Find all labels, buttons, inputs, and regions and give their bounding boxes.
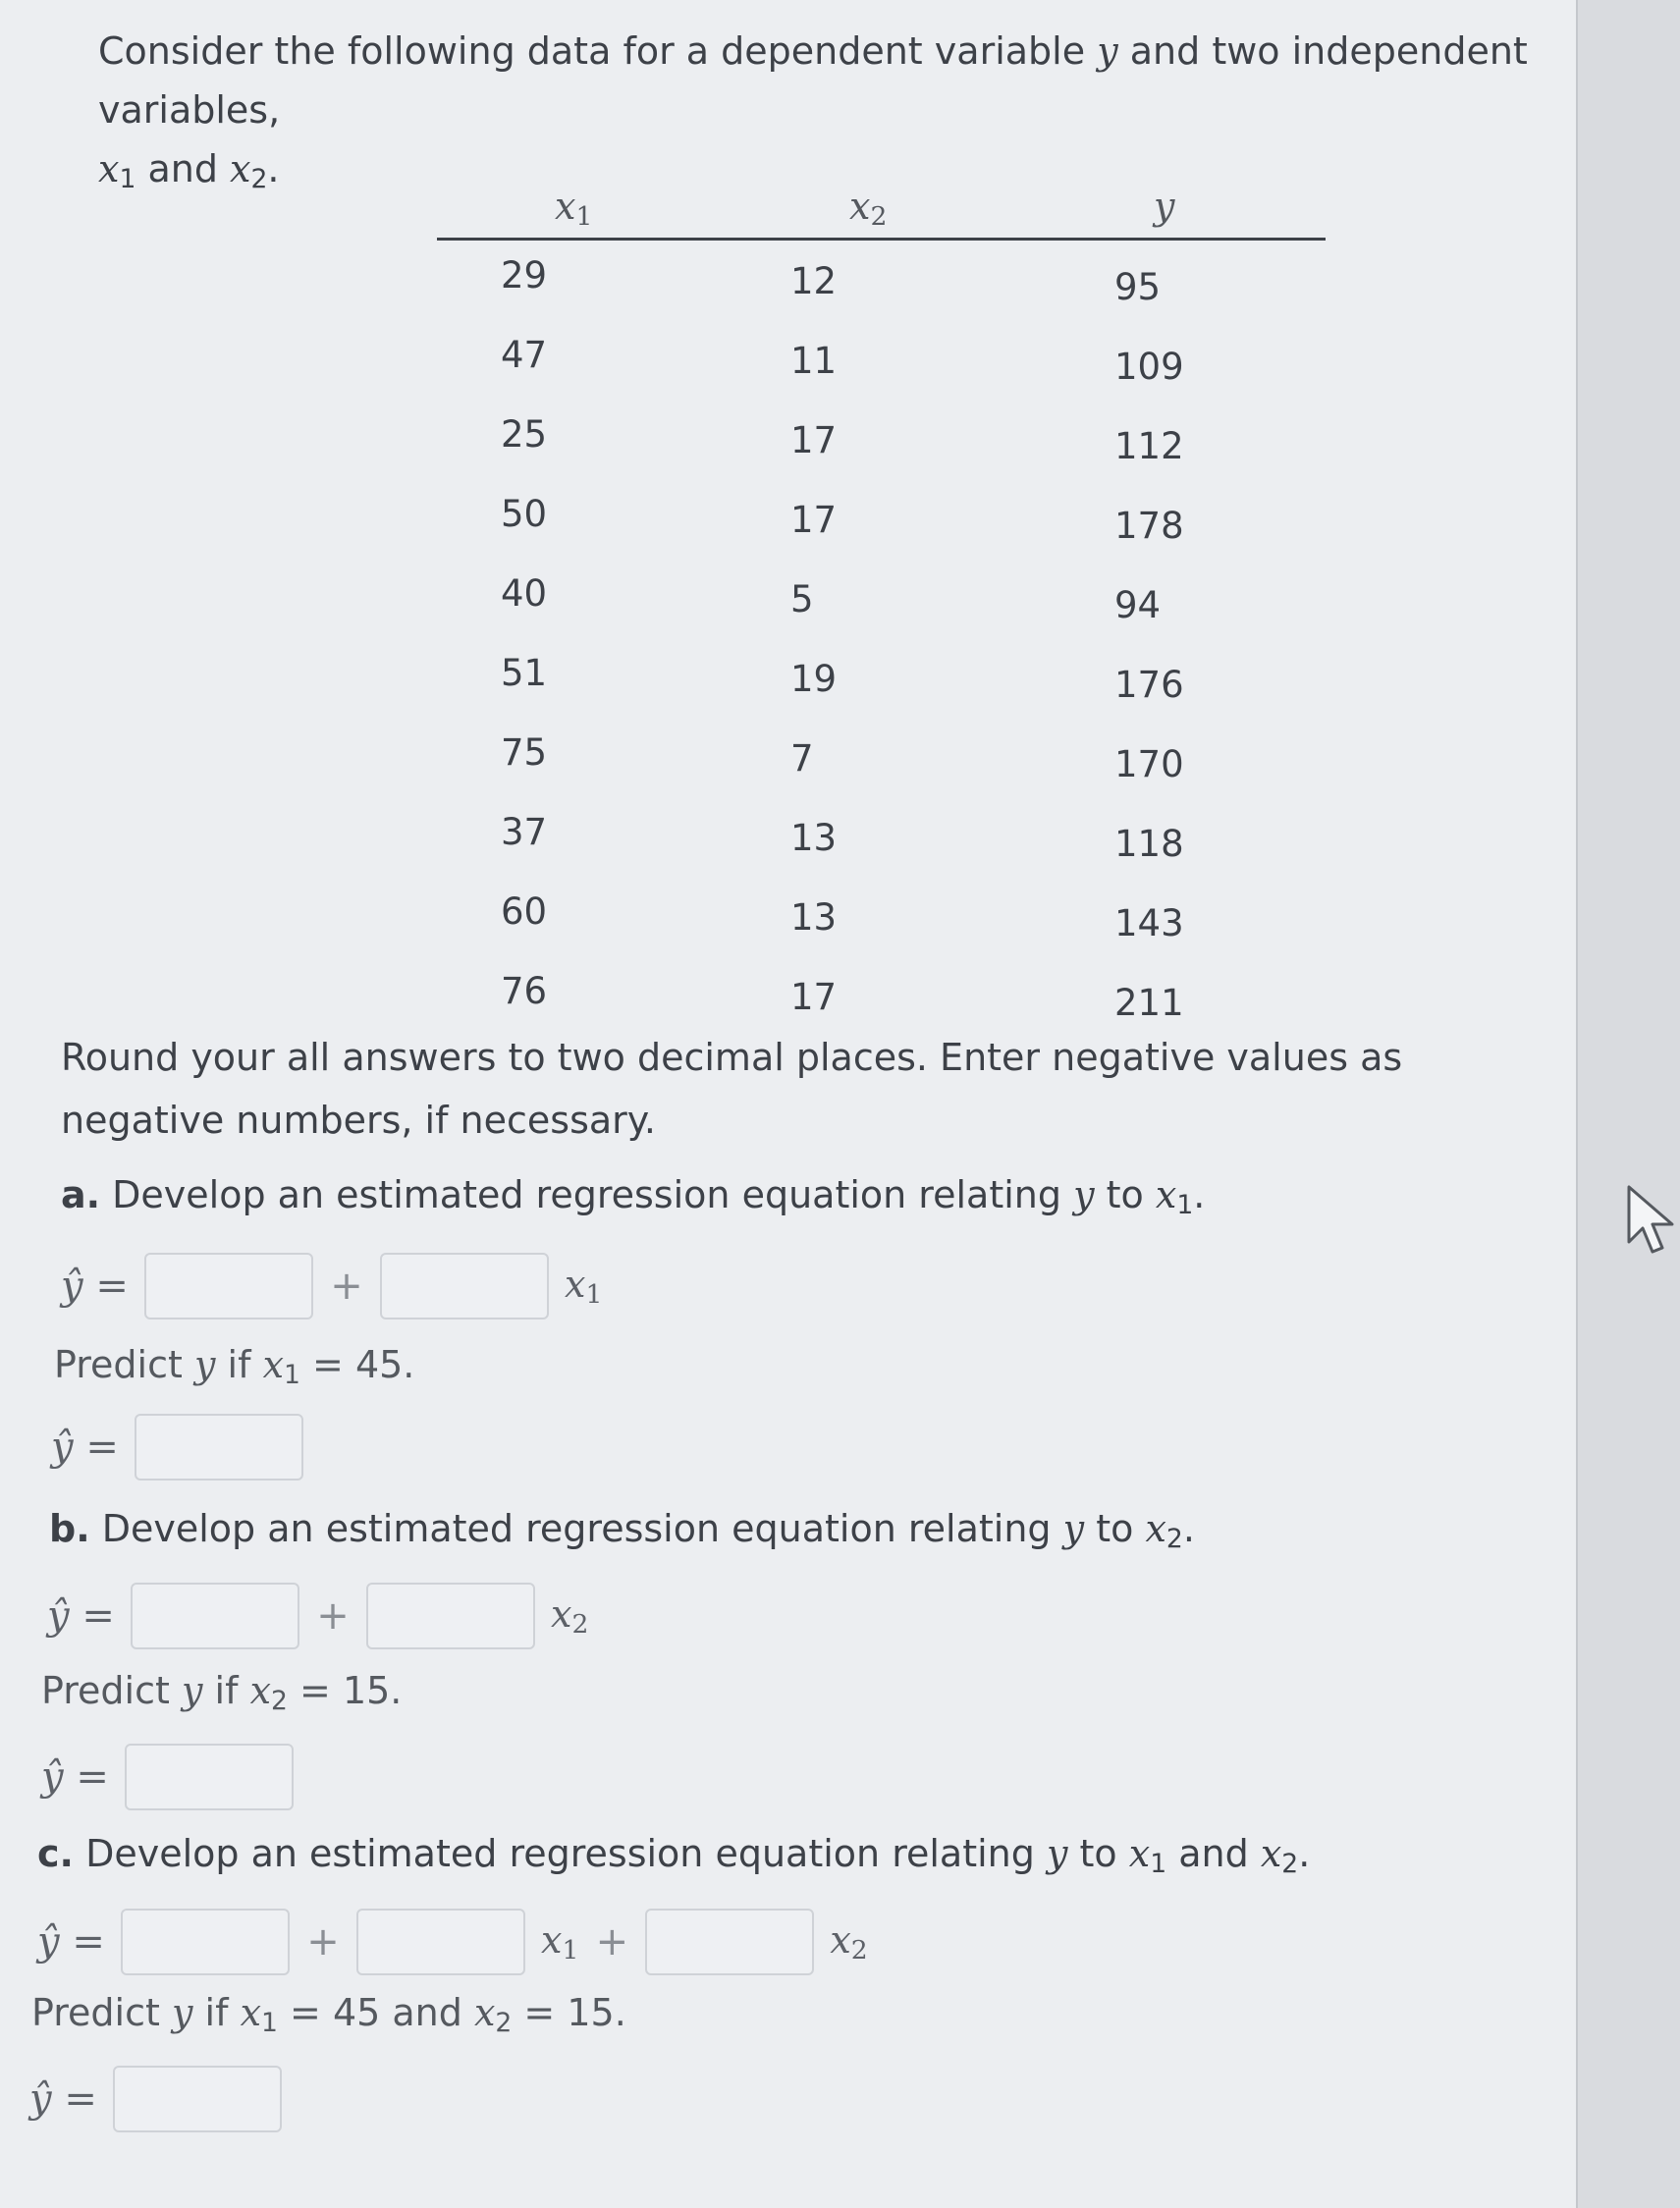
x1-cell: 40 [501, 572, 548, 615]
x2-cell: 17 [790, 419, 838, 461]
table-row [437, 479, 1326, 559]
part-c-x1-coefficient-input[interactable] [356, 1909, 525, 1975]
x1-cell: 25 [501, 413, 548, 456]
y-cell: 178 [1114, 505, 1184, 547]
x2-variable: $x_2$ [830, 1918, 868, 1966]
mouse-pointer-icon [1625, 1183, 1680, 1258]
part-c-question: c. Develop an estimated regression equation relating y to $x_1$ and $x_2$. [37, 1832, 1311, 1879]
part-b-intercept-input[interactable] [131, 1583, 299, 1649]
table-row [437, 877, 1326, 956]
x1-cell: 60 [501, 890, 548, 933]
y-cell: 170 [1114, 743, 1184, 785]
x2-cell: 11 [790, 340, 838, 382]
table-row [437, 241, 1326, 320]
problem-intro: Consider the following data for a dependent variable y and two independent variables, $x_1$ and $x_2$. [98, 29, 1528, 194]
y-cell: 211 [1114, 982, 1184, 1024]
x1-cell: 47 [501, 334, 548, 376]
x1-variable: $x_1$ [541, 1918, 579, 1966]
header-x2: $x_2$ [849, 185, 888, 232]
y-cell: 112 [1114, 425, 1184, 467]
x2-cell: 13 [790, 817, 838, 859]
table-header [437, 177, 1326, 241]
y-cell: 109 [1114, 346, 1184, 388]
table-row [437, 400, 1326, 479]
part-a-slope-input[interactable] [380, 1253, 549, 1319]
part-b-prediction-input[interactable] [125, 1744, 294, 1810]
x2-cell: 7 [790, 737, 814, 780]
x1-cell: 37 [501, 811, 548, 853]
yhat-label: ŷ = [47, 1593, 115, 1639]
part-b-question: b. Develop an estimated regression equation relating y to $x_2$. [49, 1507, 1195, 1554]
header-x1: $x_1$ [555, 185, 593, 232]
part-b-equation [47, 1579, 588, 1653]
part-a-predict: Predict y if $x_1 = 45$. [54, 1343, 415, 1390]
x1-cell: 29 [501, 254, 548, 296]
part-b-predict: Predict y if $x_2 = 15$. [41, 1669, 403, 1716]
yhat-label: ŷ = [29, 2076, 97, 2122]
part-c-predict: Predict y if $x_1 = 45$ and $x_2 = 15$. [31, 1991, 626, 2038]
part-c-prediction-input[interactable] [113, 2066, 282, 2132]
x1-cell: 51 [501, 652, 548, 694]
y-cell: 94 [1114, 584, 1162, 626]
table-row [437, 797, 1326, 877]
x2-cell: 19 [790, 658, 838, 700]
plus-sign: + [306, 1919, 340, 1965]
part-b-slope-input[interactable] [366, 1583, 535, 1649]
x2-cell: 12 [790, 260, 838, 302]
data-table [437, 177, 1326, 1036]
x1-cell: 50 [501, 493, 548, 535]
part-c-prediction [29, 2062, 282, 2136]
y-cell: 176 [1114, 664, 1184, 706]
page-edge [1576, 0, 1680, 2208]
part-a-equation [61, 1249, 602, 1323]
table-row [437, 718, 1326, 797]
x2-cell: 13 [790, 896, 838, 939]
part-a-question: a. Develop an estimated regression equation relating y to $x_1$. [61, 1173, 1206, 1220]
part-c-intercept-input[interactable] [121, 1909, 290, 1975]
x1-cell: 75 [501, 731, 548, 774]
x2-variable: $x_2$ [551, 1592, 589, 1640]
plus-sign: + [316, 1593, 350, 1639]
rounding-note: Round your all answers to two decimal places. Enter negative values as negative numbers, if necessary. [61, 1036, 1403, 1142]
yhat-label: ŷ = [41, 1754, 109, 1800]
part-a-prediction [51, 1410, 303, 1484]
table-row [437, 320, 1326, 400]
y-cell: 95 [1114, 266, 1162, 308]
table-row [437, 559, 1326, 638]
x1-cell: 76 [501, 970, 548, 1012]
yhat-label: ŷ = [51, 1425, 119, 1470]
plus-sign: + [595, 1919, 629, 1965]
part-a-intercept-input[interactable] [144, 1253, 313, 1319]
y-cell: 143 [1114, 902, 1184, 944]
part-a-prediction-input[interactable] [135, 1414, 303, 1481]
yhat-label: ŷ = [37, 1919, 105, 1965]
y-cell: 118 [1114, 823, 1184, 865]
x1-variable: $x_1$ [565, 1263, 603, 1310]
yhat-label: ŷ = [61, 1264, 129, 1309]
table-row [437, 956, 1326, 1036]
table-row [437, 638, 1326, 718]
x2-cell: 17 [790, 499, 838, 541]
table-body [437, 241, 1326, 1036]
header-y: y [1154, 185, 1175, 228]
part-c-x2-coefficient-input[interactable] [645, 1909, 814, 1975]
plus-sign: + [330, 1264, 363, 1309]
x2-cell: 5 [790, 578, 814, 620]
part-b-prediction [41, 1740, 294, 1814]
part-c-equation [37, 1905, 868, 1979]
x2-cell: 17 [790, 976, 838, 1018]
